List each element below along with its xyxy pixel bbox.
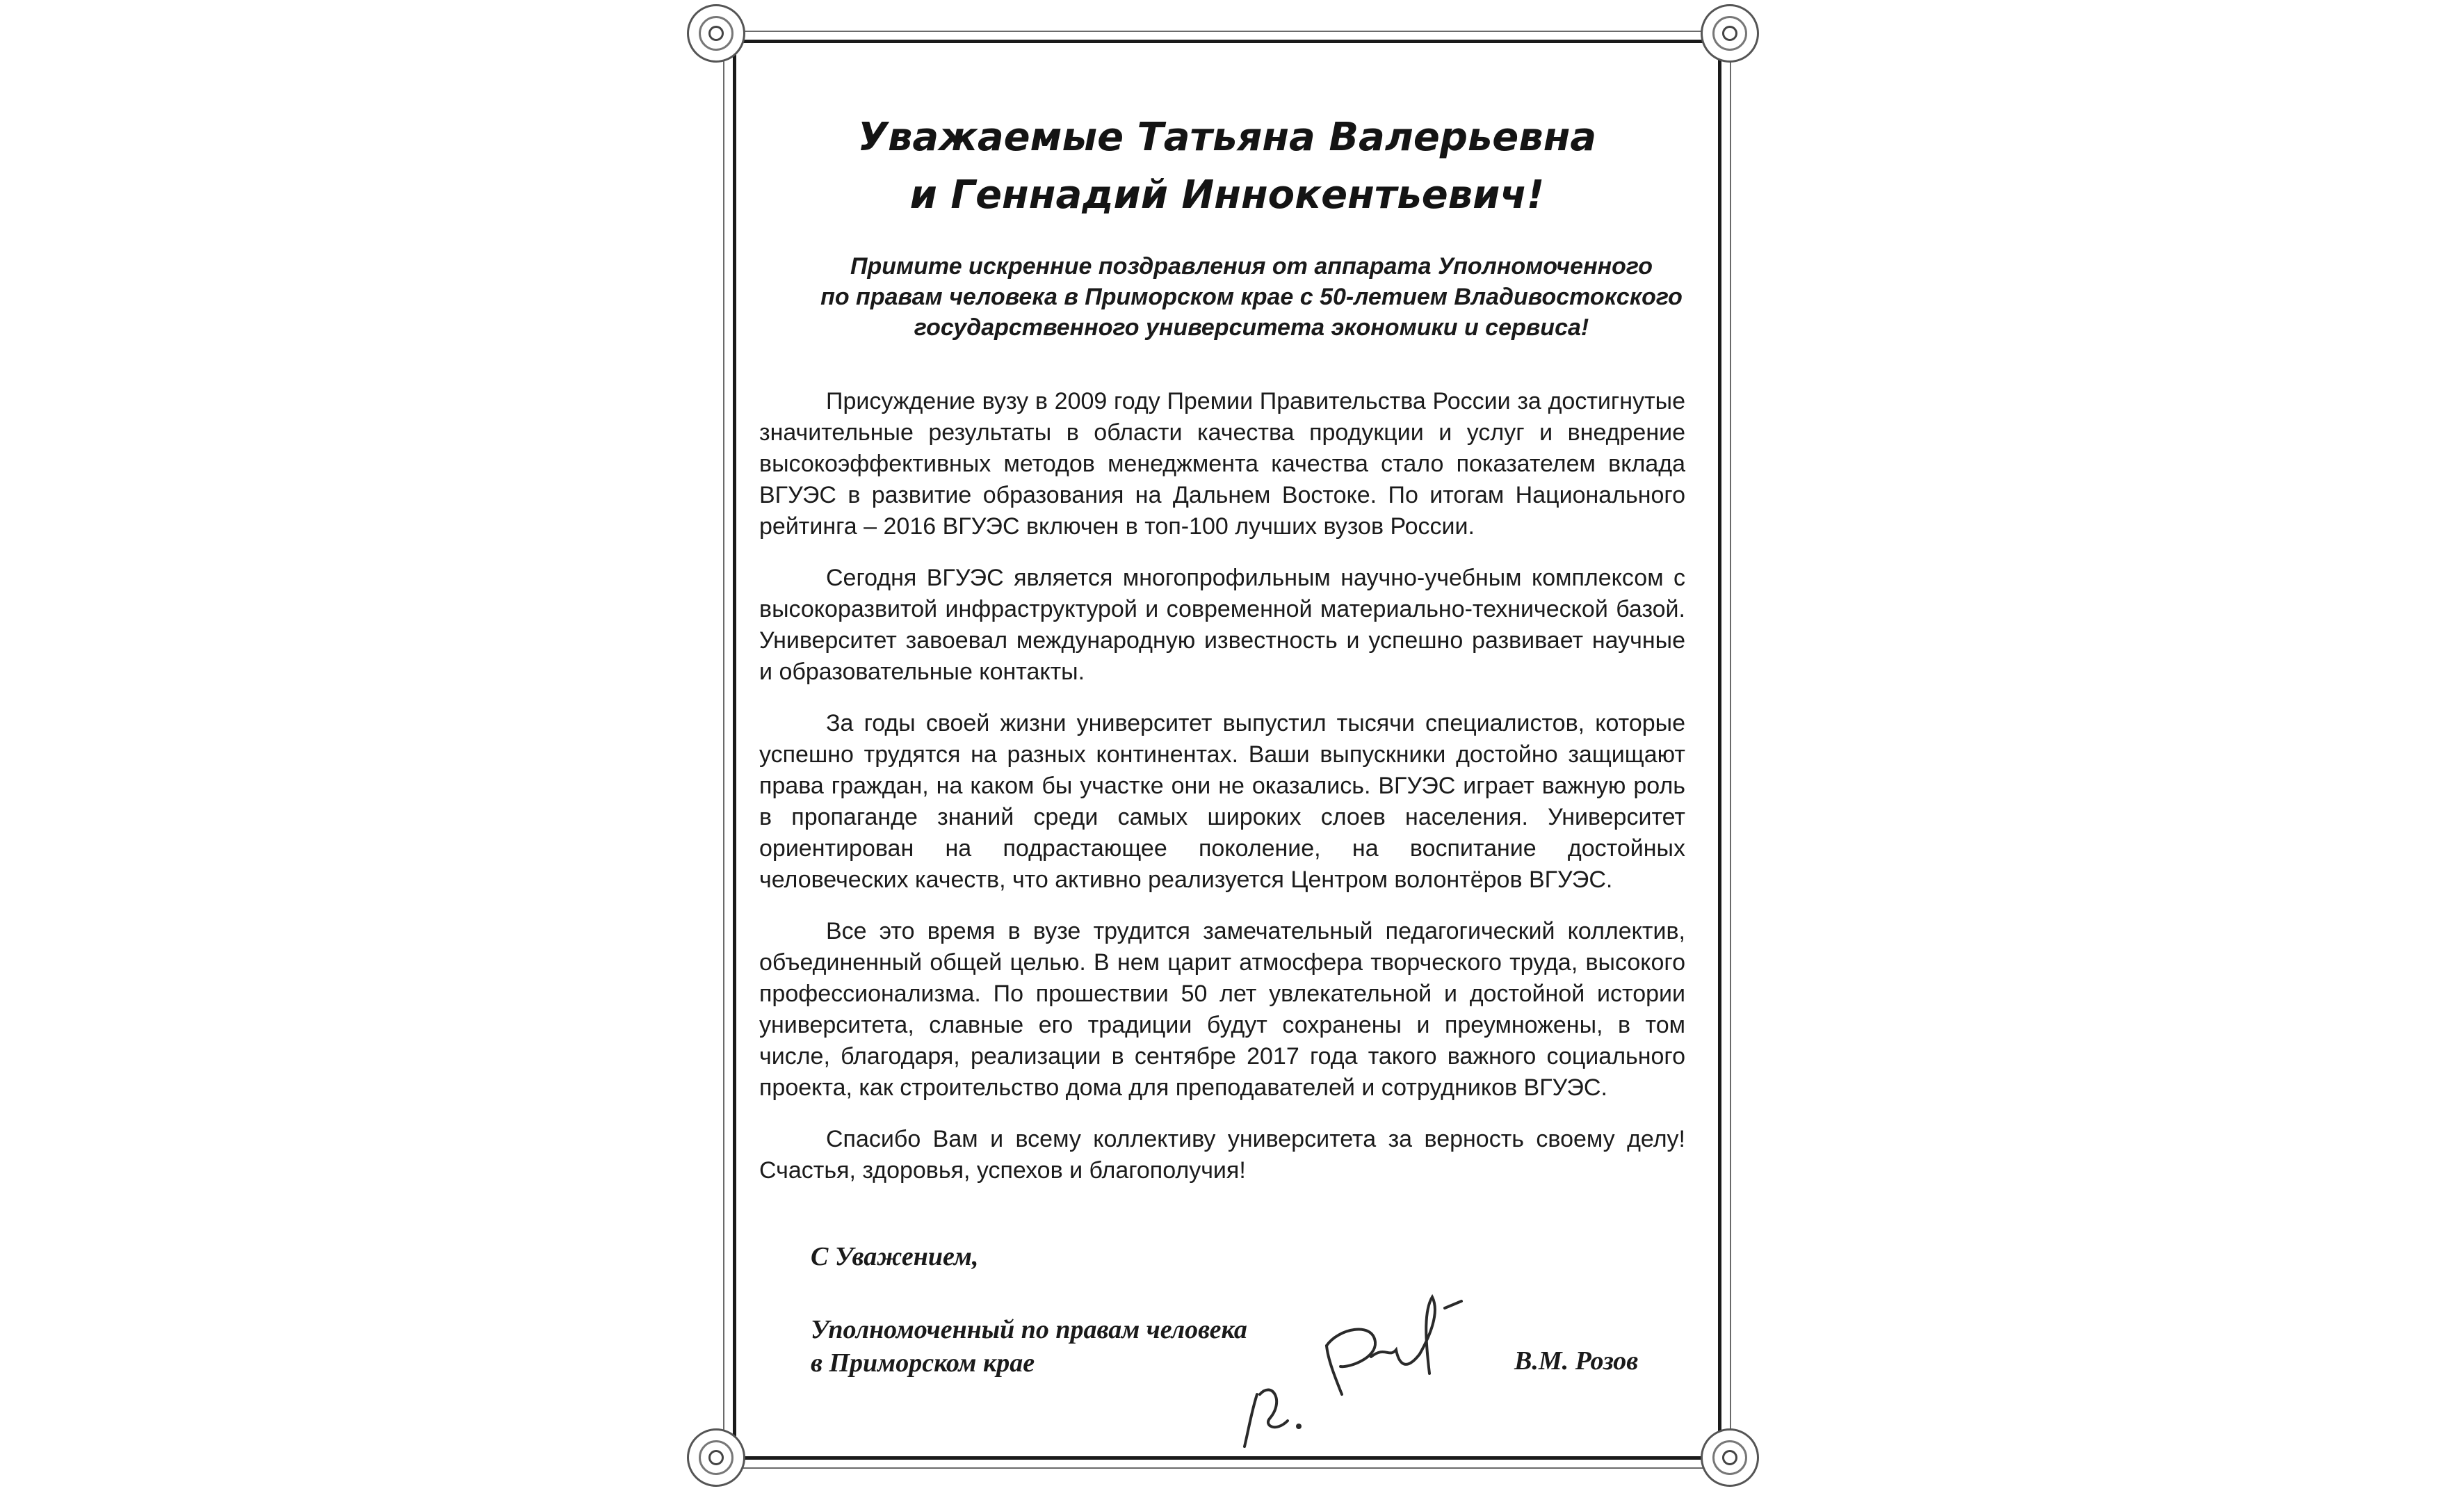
letter-title-line-2: и Геннадий Иннокентьевич! [909, 172, 1545, 218]
letter-title-line-1: Уважаемые Татьяна Валерьевна [857, 115, 1597, 160]
body-paragraph-2: Сегодня ВГУЭС является многопрофильным научно-учебным комплексом с высокоразвитой инфраструктурой и современной материально-технической базой. Университет завоевал международную известность и успешно развивает научные и образовательные контакты. [759, 565, 1685, 685]
congratulation-line-3: государственного университета экономики и сервиса! [914, 314, 1589, 341]
signer-title-line-1: Уполномоченный по правам человека [811, 1315, 1247, 1344]
closing-greeting: С Уважением, [811, 1242, 979, 1271]
signer-title-line-2: в Приморском крае [811, 1348, 1035, 1378]
corner-rosette-top-left [687, 4, 745, 63]
body-paragraph-1: Присуждение вузу в 2009 году Премии Правительства России за достигнутые значительные результаты в области качества продукции и услуг и внедрение высокоэффективных методов менеджмента качества стало показателем вклада ВГУЭС в развитие образования на Дальнем Востоке. По итогам Национального рейтинга – 2016 ВГУЭС включен в топ-100 лучших вузов России. [759, 388, 1685, 540]
body-paragraph-5: Спасибо Вам и всему коллективу университета за верность своему делу! Счастья, здоровья, успехов и благополучия! [759, 1126, 1685, 1184]
handwritten-signature [1224, 1290, 1516, 1450]
congratulation-line-1: Примите искренние поздравления от аппарата Уполномоченного [850, 253, 1653, 280]
letter-body [759, 386, 1685, 1207]
corner-rosette-bottom-left [687, 1428, 745, 1487]
signer-name: В.М. Розов [1514, 1346, 1639, 1376]
corner-rosette-bottom-right [1701, 1428, 1759, 1487]
corner-rosette-top-right [1701, 4, 1759, 63]
body-paragraph-4: Все это время в вузе трудится замечательный педагогический коллектив, объединенный общей целью. В нем царит атмосфера творческого труда, высокого профессионализма. По прошествии 50 лет увлекательной и достойной истории университета, славные его традиции будут сохранены и преумножены, в том числе, благодаря, реализации в сентябре 2017 года такого важного социального проекта, как строительство дома для преподавателей и сотрудников ВГУЭС. [759, 918, 1685, 1101]
congratulation-line-2: по правам человека в Приморском крае с 50-летием Владивостокского [820, 284, 1683, 310]
body-paragraph-3: За годы своей жизни университет выпустил тысячи специалистов, которые успешно трудятся на разных континентах. Ваши выпускники достойно защищают права граждан, на каком бы участке они не оказались. ВГУЭС играет важную роль в пропаганде знаний среди самых широких слоев населения. Университет ориентирован на подрастающее поколение, на воспитание достойных человеческих качеств, что активно реализуется Центром волонтёров ВГУЭС. [759, 710, 1685, 893]
